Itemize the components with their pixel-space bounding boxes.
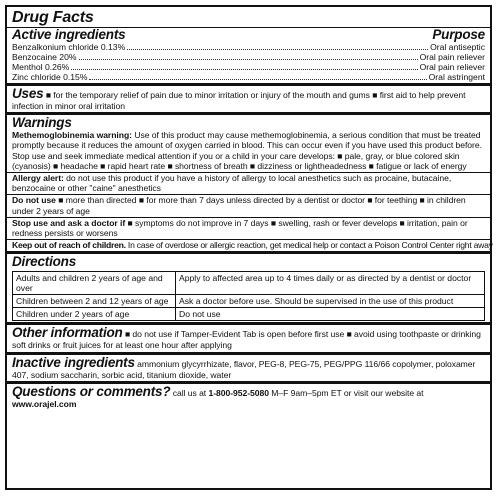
dot-leader bbox=[89, 78, 426, 80]
drug-facts-title: Drug Facts bbox=[12, 9, 94, 26]
ingredient-purpose: Oral pain reliever bbox=[419, 62, 485, 72]
allergy-label: Allergy alert: bbox=[12, 173, 64, 184]
list-item bbox=[12, 72, 485, 82]
drug-facts-panel bbox=[5, 5, 492, 490]
table-row bbox=[13, 308, 485, 321]
keep-out-label: Keep out of reach of children. bbox=[12, 240, 126, 251]
active-ingredients-header bbox=[12, 28, 485, 42]
list-item bbox=[12, 62, 485, 72]
stop-use-text: ■ symptoms do not improve in 7 days ■ swelling, rash or fever develops ■ irritation, pain or redness persists or worsens bbox=[12, 217, 468, 239]
inactive-ingredients-heading: Inactive ingredients bbox=[12, 354, 135, 370]
keep-out-of-reach bbox=[12, 240, 493, 251]
dot-leader bbox=[127, 48, 428, 50]
other-information-section bbox=[12, 325, 485, 350]
table-cell-who: Children between 2 and 12 years of age bbox=[13, 295, 176, 308]
warnings-section bbox=[12, 115, 493, 251]
active-ingredients-list bbox=[12, 42, 485, 82]
uses-section bbox=[12, 86, 485, 111]
questions-hours: M–F 9am–5pm ET or visit our website at bbox=[268, 387, 424, 398]
table-cell-how: Ask a doctor before use. Should be supervised in the use of this product bbox=[176, 295, 485, 308]
do-not-use bbox=[12, 195, 485, 215]
keep-out-text: In case of overdose or allergic reaction, get medical help or contact a Poison Control Center right away bbox=[125, 240, 493, 251]
other-information-text: ■ do not use if Tamper-Evident Tab is open before first use ■ avoid using toothpaste or drinking soft drinks or fruit juices for at least one hour after applying bbox=[12, 329, 481, 351]
ingredient-purpose: Oral pain reliever bbox=[419, 52, 485, 62]
table-cell-how: Do not use bbox=[176, 308, 485, 321]
uses-heading: Uses bbox=[12, 86, 44, 101]
other-information-heading: Other information bbox=[12, 325, 123, 341]
stop-use-label: Stop use and ask a doctor if bbox=[12, 217, 126, 228]
methemoglobinemia-text: Use of this product may cause methemoglobinemia, a serious condition that must be treated promptly because it reduces the amount of oxygen carried in blood. This can occur even if you have used this product before. Stop use and seek immediate medical attention if you or a child in your care develops: ■ pale, gray, or blue colored skin (cyanosis) ■ headache ■ rapid heart rate ■ shortness of breath ■ dizziness or lightheadedness ■ fatigue or lack of energy bbox=[12, 130, 482, 171]
do-not-use-text: ■ more than directed ■ for more than 7 days unless directed by a dentist or doctor ■ for teething ■ in children under 2 years of age bbox=[12, 195, 466, 216]
directions-heading: Directions bbox=[12, 254, 77, 270]
active-ingredients-heading: Active ingredients bbox=[12, 27, 126, 42]
dot-leader bbox=[71, 68, 417, 70]
table-cell-who: Children under 2 years of age bbox=[13, 308, 176, 321]
table-cell-how: Apply to affected area up to 4 times daily or as directed by a dentist or doctor bbox=[176, 272, 485, 295]
methemoglobinemia-label: Methemoglobinemia warning: bbox=[12, 130, 132, 141]
directions-section bbox=[12, 254, 485, 321]
purpose-heading: Purpose bbox=[432, 27, 485, 42]
ingredient-name: Benzocaine 20% bbox=[12, 52, 77, 62]
list-item bbox=[12, 52, 485, 62]
table-cell-who: Adults and children 2 years of age and over bbox=[13, 272, 176, 295]
ingredient-purpose: Oral antiseptic bbox=[430, 42, 485, 52]
allergy-text: do not use this product if you have a history of allergy to local anesthetics such as procaine, butacaine, benzocaine or other "caine" anesthetics bbox=[12, 173, 452, 194]
questions-section bbox=[12, 384, 485, 409]
do-not-use-label: Do not use bbox=[12, 195, 56, 206]
dot-leader bbox=[79, 58, 418, 60]
table-row bbox=[13, 272, 485, 295]
methemoglobinemia-warning bbox=[12, 130, 485, 171]
ingredient-purpose: Oral astringent bbox=[428, 72, 485, 82]
stop-use bbox=[12, 218, 485, 238]
phone-number: 1-800-952-5080 bbox=[208, 387, 269, 398]
ingredient-name: Menthol 0.26% bbox=[12, 62, 70, 72]
warnings-heading: Warnings bbox=[12, 115, 72, 131]
directions-table bbox=[12, 271, 485, 321]
questions-heading: Questions or comments? bbox=[12, 383, 171, 399]
ingredient-name: Zinc chloride 0.15% bbox=[12, 72, 88, 82]
inactive-ingredients-section bbox=[12, 355, 485, 380]
ingredient-name: Benzalkonium chloride 0.13% bbox=[12, 42, 126, 52]
allergy-alert bbox=[12, 173, 485, 193]
table-row bbox=[13, 295, 485, 308]
inactive-ingredients-text: ammonium glycyrrhizate, flavor, PEG-8, PEG-75, PEG/PPG 116/66 copolymer, poloxamer 407, sodium saccharin, sorbic acid, titanium dioxide, water bbox=[12, 358, 476, 380]
website-link[interactable]: www.orajel.com bbox=[12, 398, 77, 409]
questions-text: call us at bbox=[170, 387, 209, 398]
list-item bbox=[12, 42, 485, 52]
uses-text: ■ for the temporary relief of pain due to minor irritation or injury of the mouth and gums ■ first aid to help prevent infection in minor oral irritation bbox=[12, 90, 466, 111]
